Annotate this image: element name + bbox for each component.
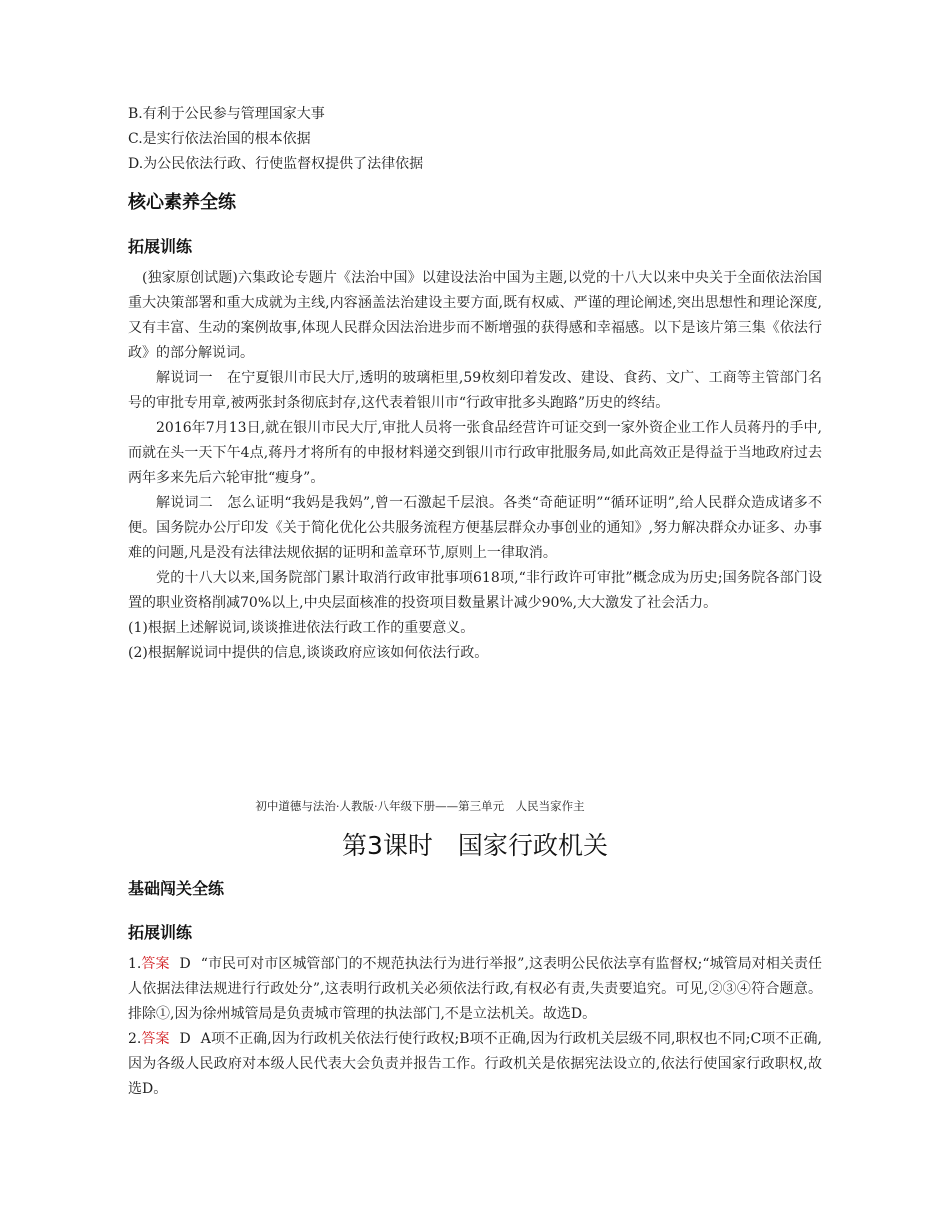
commentary-one: 解说词一 在宁夏银川市民大厅,透明的玻璃柜里,59枚刻印着发改、建设、食药、文广、工商等主管部门名号的审批专用章,被两张封条彻底封存,这代表着银川市“行政审批多头跑路”历史的终结。 bbox=[128, 370, 822, 411]
sub-question-1: (1)根据上述解说词,谈谈推进依法行政工作的重要意义。 bbox=[128, 620, 475, 636]
option-d: D.为公民依法行政、行使监督权提供了法律依据 bbox=[128, 156, 424, 172]
option-b: B.有利于公民参与管理国家大事 bbox=[128, 106, 325, 122]
section-subheading-extension: 拓展训练 bbox=[128, 237, 193, 256]
answer-1-number: 1. bbox=[128, 956, 142, 972]
section-subheading-extension-2: 拓展训练 bbox=[128, 923, 193, 942]
option-c: C.是实行依法治国的根本依据 bbox=[128, 131, 311, 147]
answer-1-text: “市民可对市区城管部门的不规范执法行为进行举报”,这表明公民依法享有监督权;“城管局对相关责任人依据法律法规进行行政处分”,这表明行政机关必须依法行政,有权必有责,失责要追究。可见,②③④符合题意。排除①,因为徐州城管局是负责城市管理的执法部门,不是立法机关。故选D。 bbox=[128, 956, 823, 1022]
lesson-title: 第3课时 国家行政机关 bbox=[342, 831, 608, 860]
sub-question-2: (2)根据解说词中提供的信息,谈谈政府应该如何依法行政。 bbox=[128, 645, 489, 661]
answer-2-text: A项不正确,因为行政机关依法行使行政权;B项不正确,因为行政机关层级不同,职权也不同;C项不正确,因为各级人民政府对本级人民代表大会负责并报告工作。行政机关是依据宪法设立的,依法行使国家行政职权,故选D。 bbox=[128, 1031, 822, 1097]
answer-1-choice: D bbox=[179, 956, 191, 972]
section-heading-core-literacy: 核心素养全练 bbox=[128, 192, 236, 213]
commentary-two-stats: 党的十八大以来,国务院部门累计取消行政审批事项618项,“非行政许可审批”概念成为历史;国务院各部门设置的职业资格削减70%以上,中央层面核准的投资项目数量累计减少90%,大大激发了社会活力。 bbox=[128, 570, 822, 611]
answer-1 bbox=[128, 952, 822, 1027]
answer-2-number: 2. bbox=[128, 1031, 142, 1047]
answer-2-label: 答案 bbox=[141, 1031, 170, 1047]
commentary-two: 解说词二 怎么证明“我妈是我妈”,曾一石激起千层浪。各类“奇葩证明”“循环证明”,给人民群众造成诸多不便。国务院办公厅印发《关于简化优化公共服务流程方便基层群众办事创业的通知》,努力解决群众办证多、办事难的问题,凡是没有法律法规依据的证明和盖章环节,原则上一律取消。 bbox=[128, 495, 822, 561]
question-intro: (独家原创试题)六集政论专题片《法治中国》以建设法治中国为主题,以党的十八大以来中央关于全面依法治国重大决策部署和重大成就为主线,内容涵盖法治建设主要方面,既有权威、严谨的理论阐述,突出思想性和理论深度,又有丰富、生动的案例故事,体现人民群众因法治进步而不断增强的获得感和幸福感。以下是该片第三集《依法行政》的部分解说词。 bbox=[128, 270, 822, 361]
running-header: 初中道德与法治·人教版·八年级下册——第三单元 人民当家作主 bbox=[255, 799, 585, 813]
answer-2 bbox=[128, 1027, 822, 1102]
section-heading-basic-practice: 基础闯关全练 bbox=[128, 879, 225, 898]
answer-1-label: 答案 bbox=[141, 956, 170, 972]
commentary-one-story: 2016年7月13日,就在银川市民大厅,审批人员将一张食品经营许可证交到一家外资企业工作人员蒋丹的手中,而就在头一天下午4点,蒋丹才将所有的申报材料递交到银川市行政审批服务局,如此高效正是得益于当地政府过去两年多来先后六轮审批“瘦身”。 bbox=[128, 420, 822, 486]
answer-2-choice: D bbox=[179, 1031, 191, 1047]
